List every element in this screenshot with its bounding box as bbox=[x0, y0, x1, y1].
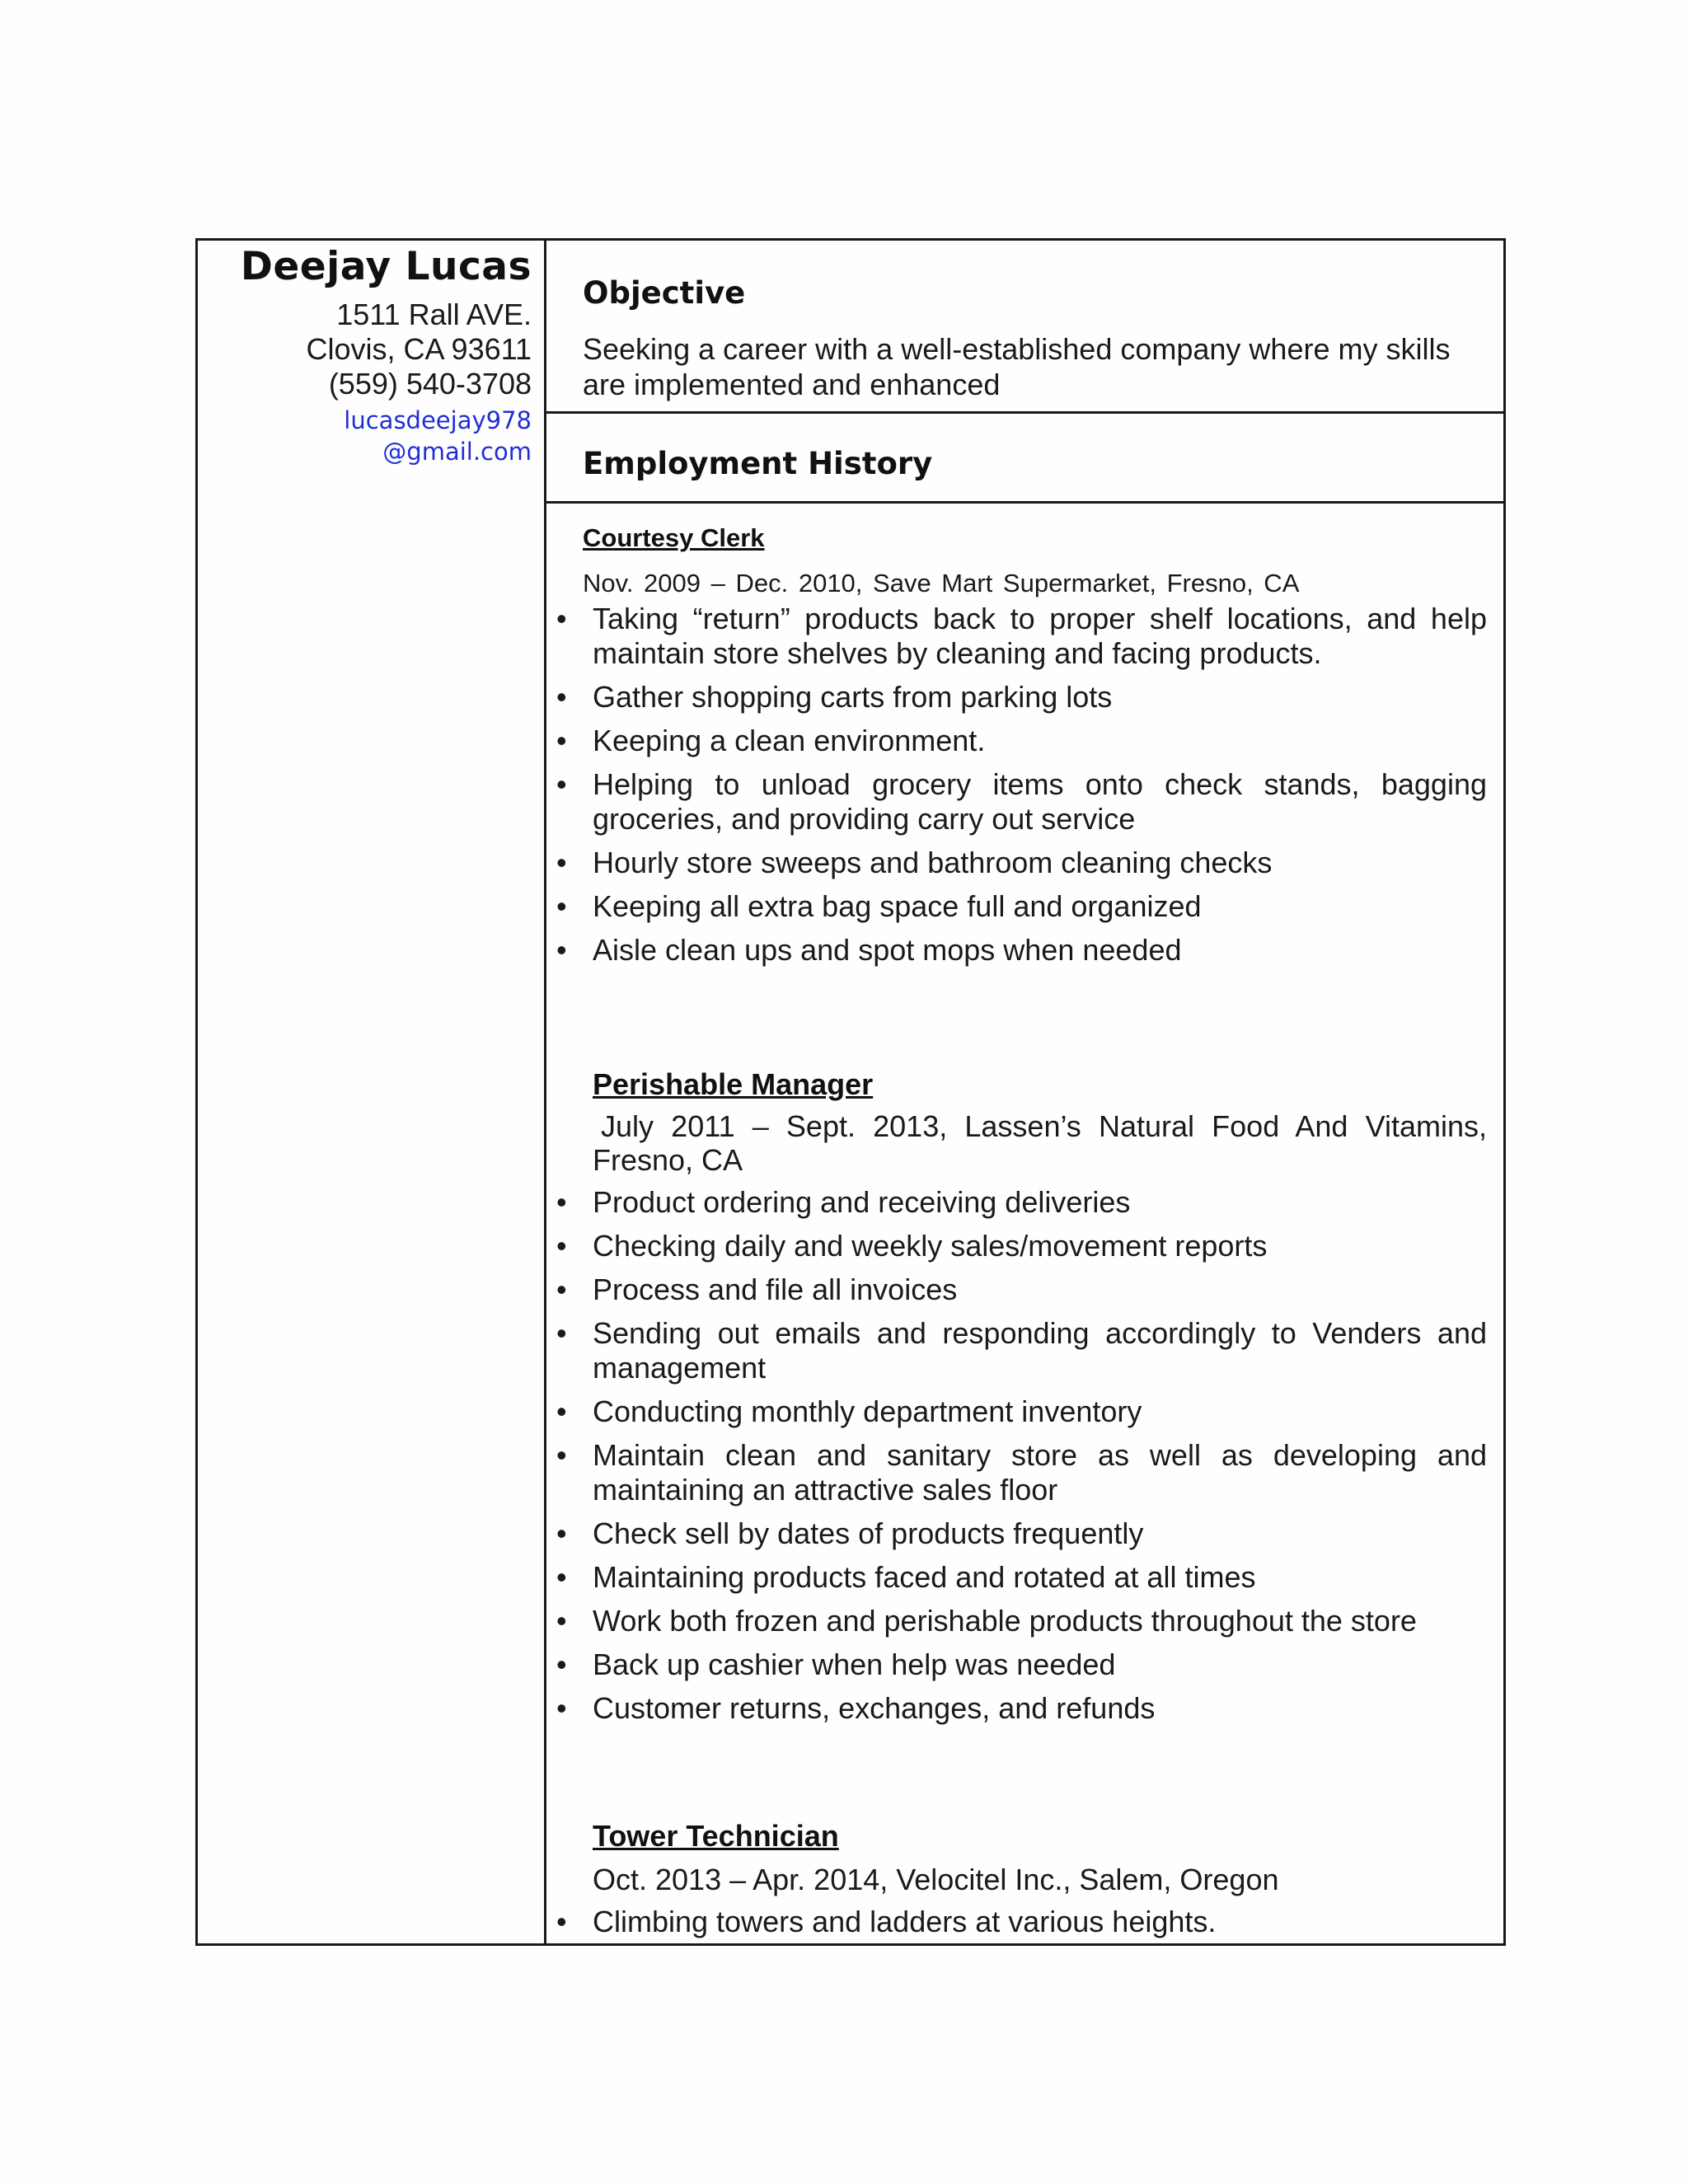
list-item: • Check sell by dates of products frequently bbox=[556, 1516, 1144, 1550]
list-item: • Maintain clean and sanitary store as well as developing and maintaining an attractive sales floor bbox=[556, 1438, 1487, 1507]
job-entry-tower-technician bbox=[546, 1816, 1487, 1948]
list-item: • Customer returns, exchanges, and refunds bbox=[556, 1691, 1156, 1725]
job-duties-list bbox=[546, 602, 1487, 968]
list-item: • Gather shopping carts from parking lots bbox=[556, 680, 1113, 714]
job-title: Perishable Manager bbox=[593, 1067, 874, 1101]
list-item: • Helping to unload grocery items onto check stands, bagging groceries, and providing carry out service bbox=[556, 767, 1487, 836]
job-meta: Oct. 2013 – Apr. 2014, Velocitel Inc., Salem, Oregon bbox=[593, 1863, 1279, 1896]
objective-text: Seeking a career with a well-established company where my skills are implemented and enhanced bbox=[583, 332, 1451, 401]
job-entry-courtesy-clerk bbox=[546, 518, 1487, 977]
list-item: • Keeping a clean environment. bbox=[556, 724, 986, 757]
list-item: • Maintaining products faced and rotated at all times bbox=[556, 1560, 1256, 1594]
list-item: • Work both frozen and perishable products throughout the store bbox=[556, 1604, 1417, 1638]
list-item: • Back up cashier when help was needed bbox=[556, 1647, 1116, 1681]
email-line-1: lucasdeejay978 bbox=[344, 406, 532, 434]
resume-table bbox=[195, 238, 1506, 1946]
address-line: 1511 Rall AVE. bbox=[336, 298, 532, 331]
list-item: • Climbing towers and ladders at various heights. bbox=[556, 1905, 1217, 1938]
section-divider-objective bbox=[544, 411, 1503, 414]
objective-heading: Objective bbox=[583, 275, 746, 311]
list-item: • Product ordering and receiving deliveries bbox=[556, 1185, 1131, 1219]
list-item: • Conducting monthly department inventory bbox=[556, 1394, 1142, 1428]
list-item: • Checking daily and weekly sales/movement reports bbox=[556, 1229, 1268, 1263]
job-title: Courtesy Clerk bbox=[583, 523, 765, 552]
job-meta: July 2011 – Sept. 2013, Lassen’s Natural Food And Vitamins, Fresno, CA bbox=[593, 1109, 1487, 1177]
list-item: • Taking “return” products back to proper shelf locations, and help maintain store shelves by cleaning and facing products. bbox=[556, 602, 1487, 670]
section-divider-employment bbox=[544, 501, 1503, 504]
city-line: Clovis, CA 93611 bbox=[306, 332, 532, 366]
email-link[interactable] bbox=[198, 405, 532, 467]
list-item: • Aisle clean ups and spot mops when needed bbox=[556, 933, 1182, 967]
list-item: • Keeping all extra bag space full and organized bbox=[556, 889, 1202, 923]
employment-heading: Employment History bbox=[583, 446, 933, 481]
email-line-2: @gmail.com bbox=[382, 438, 532, 466]
list-item: • Hourly store sweeps and bathroom cleaning checks bbox=[556, 846, 1273, 879]
job-duties-list bbox=[546, 1905, 1487, 1939]
job-meta: Nov. 2009 – Dec. 2010, Save Mart Supermarket, Fresno, CA bbox=[583, 569, 1300, 598]
job-entry-perishable-manager bbox=[546, 1065, 1487, 1735]
contact-sidebar bbox=[198, 241, 532, 467]
job-title: Tower Technician bbox=[593, 1819, 839, 1853]
list-item: • Sending out emails and responding accordingly to Venders and management bbox=[556, 1316, 1487, 1385]
job-duties-list bbox=[546, 1185, 1487, 1726]
phone-number: (559) 540-3708 bbox=[328, 367, 532, 401]
candidate-name: Deejay Lucas bbox=[240, 244, 532, 289]
list-item: • Process and file all invoices bbox=[556, 1272, 958, 1306]
